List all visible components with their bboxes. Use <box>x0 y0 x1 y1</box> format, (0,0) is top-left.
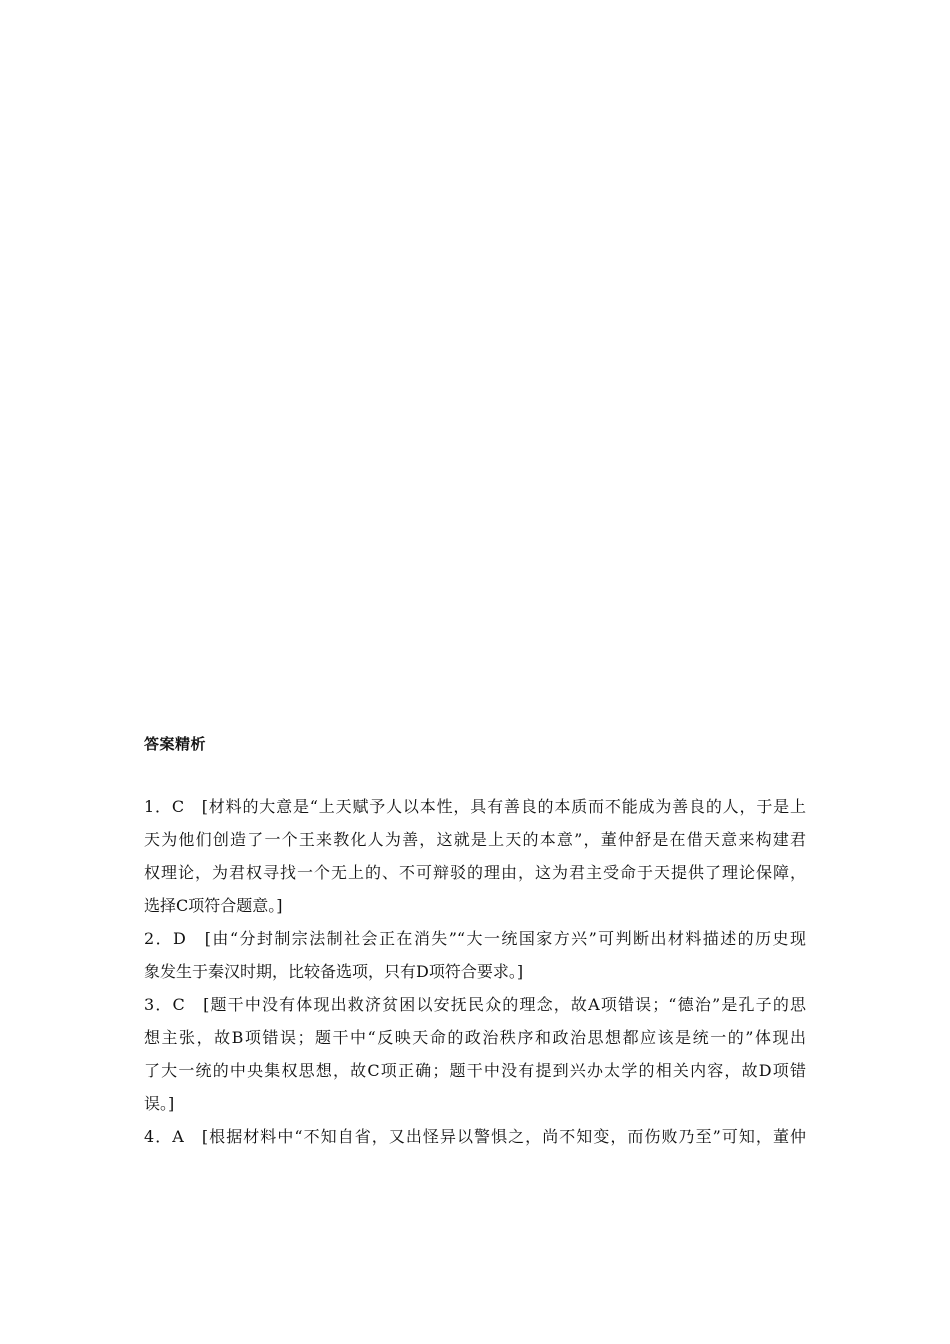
answer-item-2 <box>144 922 806 988</box>
answer-item-4 <box>144 1120 806 1153</box>
answer-item-1 <box>144 790 806 922</box>
section-heading: 答案精析 <box>144 735 207 753</box>
answer-line: 误。] <box>144 1094 175 1113</box>
answer-item-3 <box>144 988 806 1120</box>
answer-line: 1．C [材料的大意是“上天赋予人以本性，具有善良的本质而不能成为善良的人，于是上 <box>144 797 806 816</box>
answer-line: 3．C [题干中没有体现出救济贫困以安抚民众的理念，故A项错误；“德治”是孔子的思 <box>144 995 806 1014</box>
answer-line: 了大一统的中央集权思想，故C项正确；题干中没有提到兴办太学的相关内容，故D项错 <box>144 1061 806 1080</box>
answer-line: 想主张，故B项错误；题干中“反映天命的政治秩序和政治思想都应该是统一的”体现出 <box>144 1028 806 1047</box>
answer-list <box>144 790 806 1153</box>
answer-line: 权理论，为君权寻找一个无上的、不可辩驳的理由，这为君主受命于天提供了理论保障， <box>144 863 806 882</box>
answer-line: 天为他们创造了一个王来教化人为善，这就是上天的本意”，董仲舒是在借天意来构建君 <box>144 830 806 849</box>
answer-line: 4．A [根据材料中“不知自省，又出怪异以警惧之，尚不知变，而伤败乃至”可知，董仲 <box>144 1127 806 1146</box>
answer-line: 选择C项符合题意。] <box>144 896 283 915</box>
answer-line: 2．D [由“分封制宗法制社会正在消失”“大一统国家方兴”可判断出材料描述的历史现 <box>144 929 806 948</box>
answer-line: 象发生于秦汉时期，比较备选项，只有D项符合要求。] <box>144 962 524 981</box>
